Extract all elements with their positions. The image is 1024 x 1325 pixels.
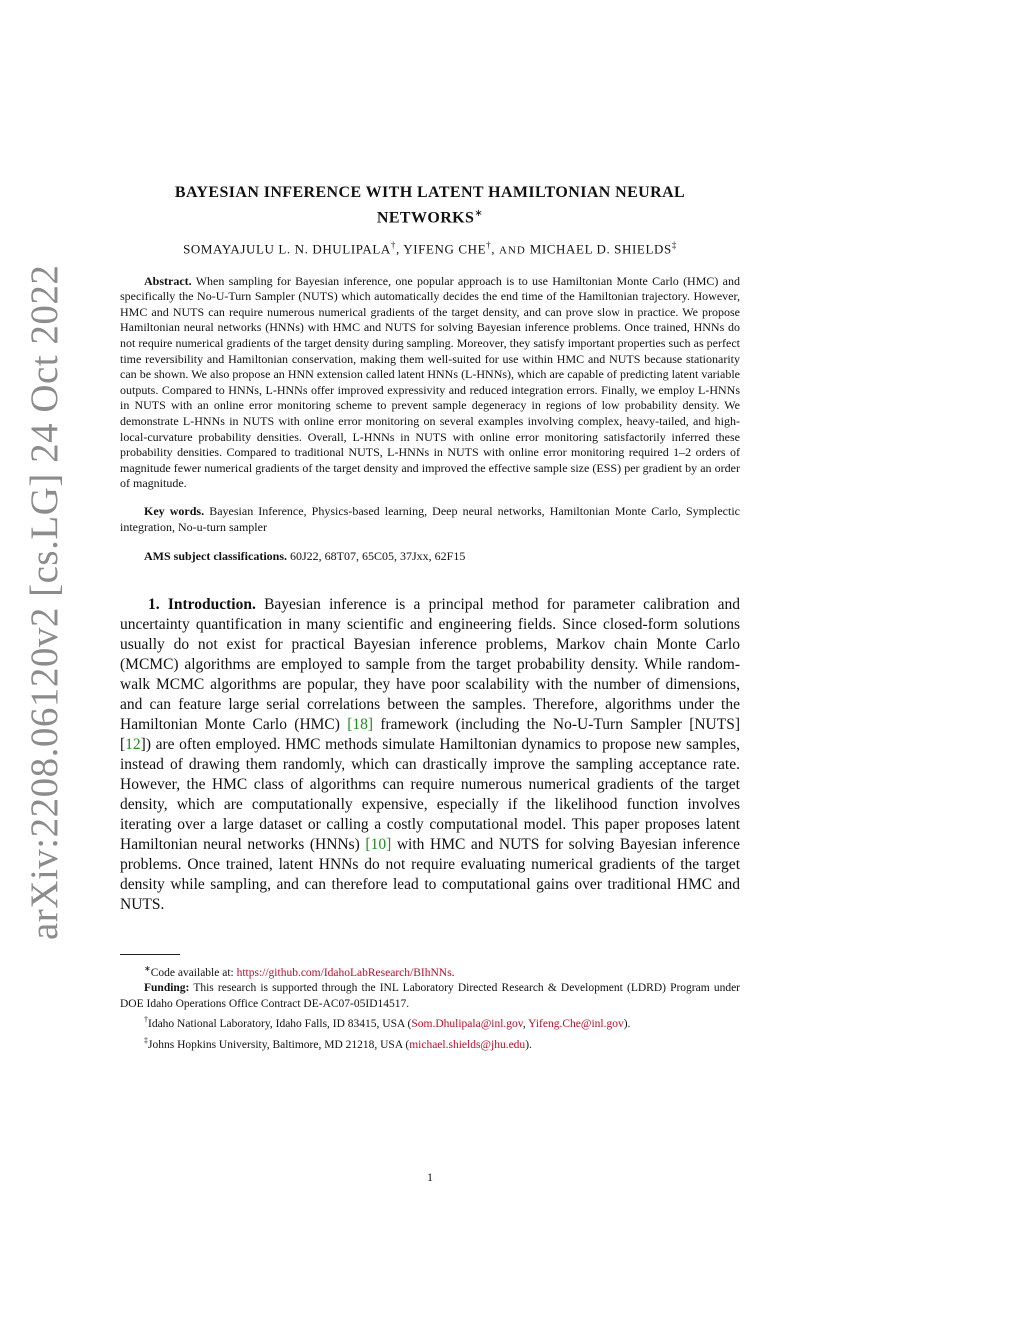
intro-text-4: with HMC and NUTS for solving Bayesian inference problems. Once trained, latent HNNs do not require evaluating numerical gradients of the target density while sampling, and can therefore lead to computational gains over traditional HMC and NUTS. xyxy=(120,836,740,914)
footnote-affiliation-jhu xyxy=(120,1033,740,1053)
footnote-mark: † xyxy=(144,1015,148,1025)
author-2: YIFENG CHE xyxy=(403,241,487,257)
intro-text-3: ]) are often employed. HMC methods simulate Hamiltonian dynamics to propose new samples, instead of drawing them randomly, which can drastically improve the sampling acceptance rate. However, the HMC class of algorithms can require numerous numerical gradients of the target density, which are computationally expensive, especially if the likelihood function involves iterating over a large dataset or calling a costly computational model. This paper proposes latent Hamiltonian neural networks (HNNs) xyxy=(120,736,740,854)
title-footnote-mark: ∗ xyxy=(474,208,484,219)
funding-text: This research is supported through the INL Laboratory Directed Research & Development (LDRD) Program under DOE Idaho Operations Office Contract DE-AC07-05ID14517. xyxy=(120,981,741,1010)
footnote-punct: ). xyxy=(525,1038,532,1051)
paper-title xyxy=(120,182,740,228)
section-heading: 1. Introduction. xyxy=(148,595,256,613)
email-link[interactable]: Som.Dhulipala@inl.gov xyxy=(411,1017,523,1030)
footnote-punct: . xyxy=(451,966,455,979)
footnote-text: Idaho National Laboratory, Idaho Falls, ID 83415, USA ( xyxy=(148,1017,412,1030)
email-link[interactable]: michael.shields@jhu.edu xyxy=(409,1038,526,1051)
intro-text-2: framework (including the No-U-Turn Sampler [NUTS] [ xyxy=(120,716,741,754)
citation-link[interactable]: [10] xyxy=(365,836,392,854)
author-1-mark: † xyxy=(390,240,397,251)
page-number: 1 xyxy=(427,1170,433,1184)
keywords-label: Key words. xyxy=(144,503,205,518)
citation-link[interactable]: 12 xyxy=(125,736,141,754)
author-conjunction: AND xyxy=(498,244,526,257)
footnotes xyxy=(120,961,740,1053)
footnote-text: Johns Hopkins University, Baltimore, MD 21218, USA ( xyxy=(148,1038,410,1051)
footnote-mark: ∗ xyxy=(144,963,151,973)
arxiv-identifier: arXiv:2208.06120v2 [cs.LG] 24 Oct 2022 xyxy=(23,264,66,940)
introduction-section xyxy=(120,595,740,916)
author-2-mark: † xyxy=(486,240,492,251)
footnote-punct: , xyxy=(522,1017,529,1030)
paper-page xyxy=(120,170,741,1184)
abstract-text: When sampling for Bayesian inference, one popular approach is to use Hamiltonian Monte Carlo (HMC) and specifically the No-U-Turn Sampler (NUTS) which automatically decides the end time of the Hamiltonian trajectory. However, HMC and NUTS can require numerous numerical gradients of the target density, and can prove slow in practice. We propose Hamiltonian neural networks (HNNs) with HMC and NUTS for solving Bayesian inference problems. Once trained, HNNs do not require numerical gradients of the target density during sampling. Moreover, they satisfy important properties such as perfect time reversibility and Hamiltonian conservation, making them well-suited for use within HMC and NUTS because stationarity can be shown. We also propose an HNN extension called latent HNNs (L-HNNs), which are capable of predicting latent variable outputs. Compared to HNNs, L-HNNs offer improved expressivity and reduced integration errors. Finally, we employ L-HNNs in NUTS with an online error monitoring scheme to prevent sample degeneracy in regions of low probability density. We demonstrate L-HNNs in NUTS with online error monitoring on several examples involving complex, heavy-tailed, and high-local-curvature probability densities. Overall, L-HNNs in NUTS with online error monitoring satisfactorily inferred these probability densities. Compared to traditional NUTS, L-HNNs in NUTS with online error monitoring required 1–2 orders of magnitude fewer numerical gradients of the target density and improved the effective sample size (ESS) per gradient by an order of magnitude. xyxy=(120,273,740,491)
footnote-code xyxy=(120,961,740,981)
footnote-mark: ‡ xyxy=(144,1035,148,1045)
ams-classifications xyxy=(120,549,740,565)
author-list: SOMAYAJULU L. N. DHULIPALA†, YIFENG CHE†, AND MICHAEL D. SHIELDS‡ xyxy=(183,240,677,257)
citation-link[interactable]: [18] xyxy=(347,716,374,734)
title-line-1: BAYESIAN INFERENCE WITH LATENT HAMILTONIAN NEURAL xyxy=(174,184,686,201)
author-3: MICHAEL D. SHIELDS xyxy=(529,241,672,257)
author-3-mark: ‡ xyxy=(671,240,677,251)
footnote-affiliation-inl xyxy=(120,1012,740,1032)
abstract xyxy=(120,274,740,492)
code-link[interactable]: https://github.com/IdahoLabResearch/BIhNNs xyxy=(236,966,452,979)
title-line-2: NETWORKS xyxy=(376,209,475,227)
email-link[interactable]: Yifeng.Che@inl.gov xyxy=(528,1017,624,1030)
footnote-funding xyxy=(120,981,740,1012)
abstract-label: Abstract. xyxy=(144,273,192,288)
keywords xyxy=(120,504,740,535)
ams-label: AMS subject classifications. xyxy=(144,549,287,564)
funding-label: Funding: xyxy=(144,981,190,994)
footnote-punct: ). xyxy=(623,1017,631,1030)
footnote-text: Code available at: xyxy=(150,966,237,979)
footnote-divider xyxy=(120,954,180,955)
intro-text-1: Bayesian inference is a principal method for parameter calibration and uncertainty quantification in many scientific and engineering fields. Since closed-form solutions usually do not exist for practical Bayesian inference problems, Markov chain Monte Carlo (MCMC) algorithms are employed to sample from the target probability density. While random-walk MCMC algorithms are popular, they have poor scalability with the number of dimensions, and can feature large serial correlations between the samples. Therefore, algorithms under the Hamiltonian Monte Carlo (HMC) xyxy=(120,595,741,734)
keywords-text: Bayesian Inference, Physics-based learning, Deep neural networks, Hamiltonian Monte Carlo, Symplectic integration, No-u-turn sampler xyxy=(120,503,741,534)
author-1: SOMAYAJULU L. N. DHULIPALA xyxy=(183,241,391,257)
ams-text: 60J22, 68T07, 65C05, 37Jxx, 62F15 xyxy=(290,549,466,564)
